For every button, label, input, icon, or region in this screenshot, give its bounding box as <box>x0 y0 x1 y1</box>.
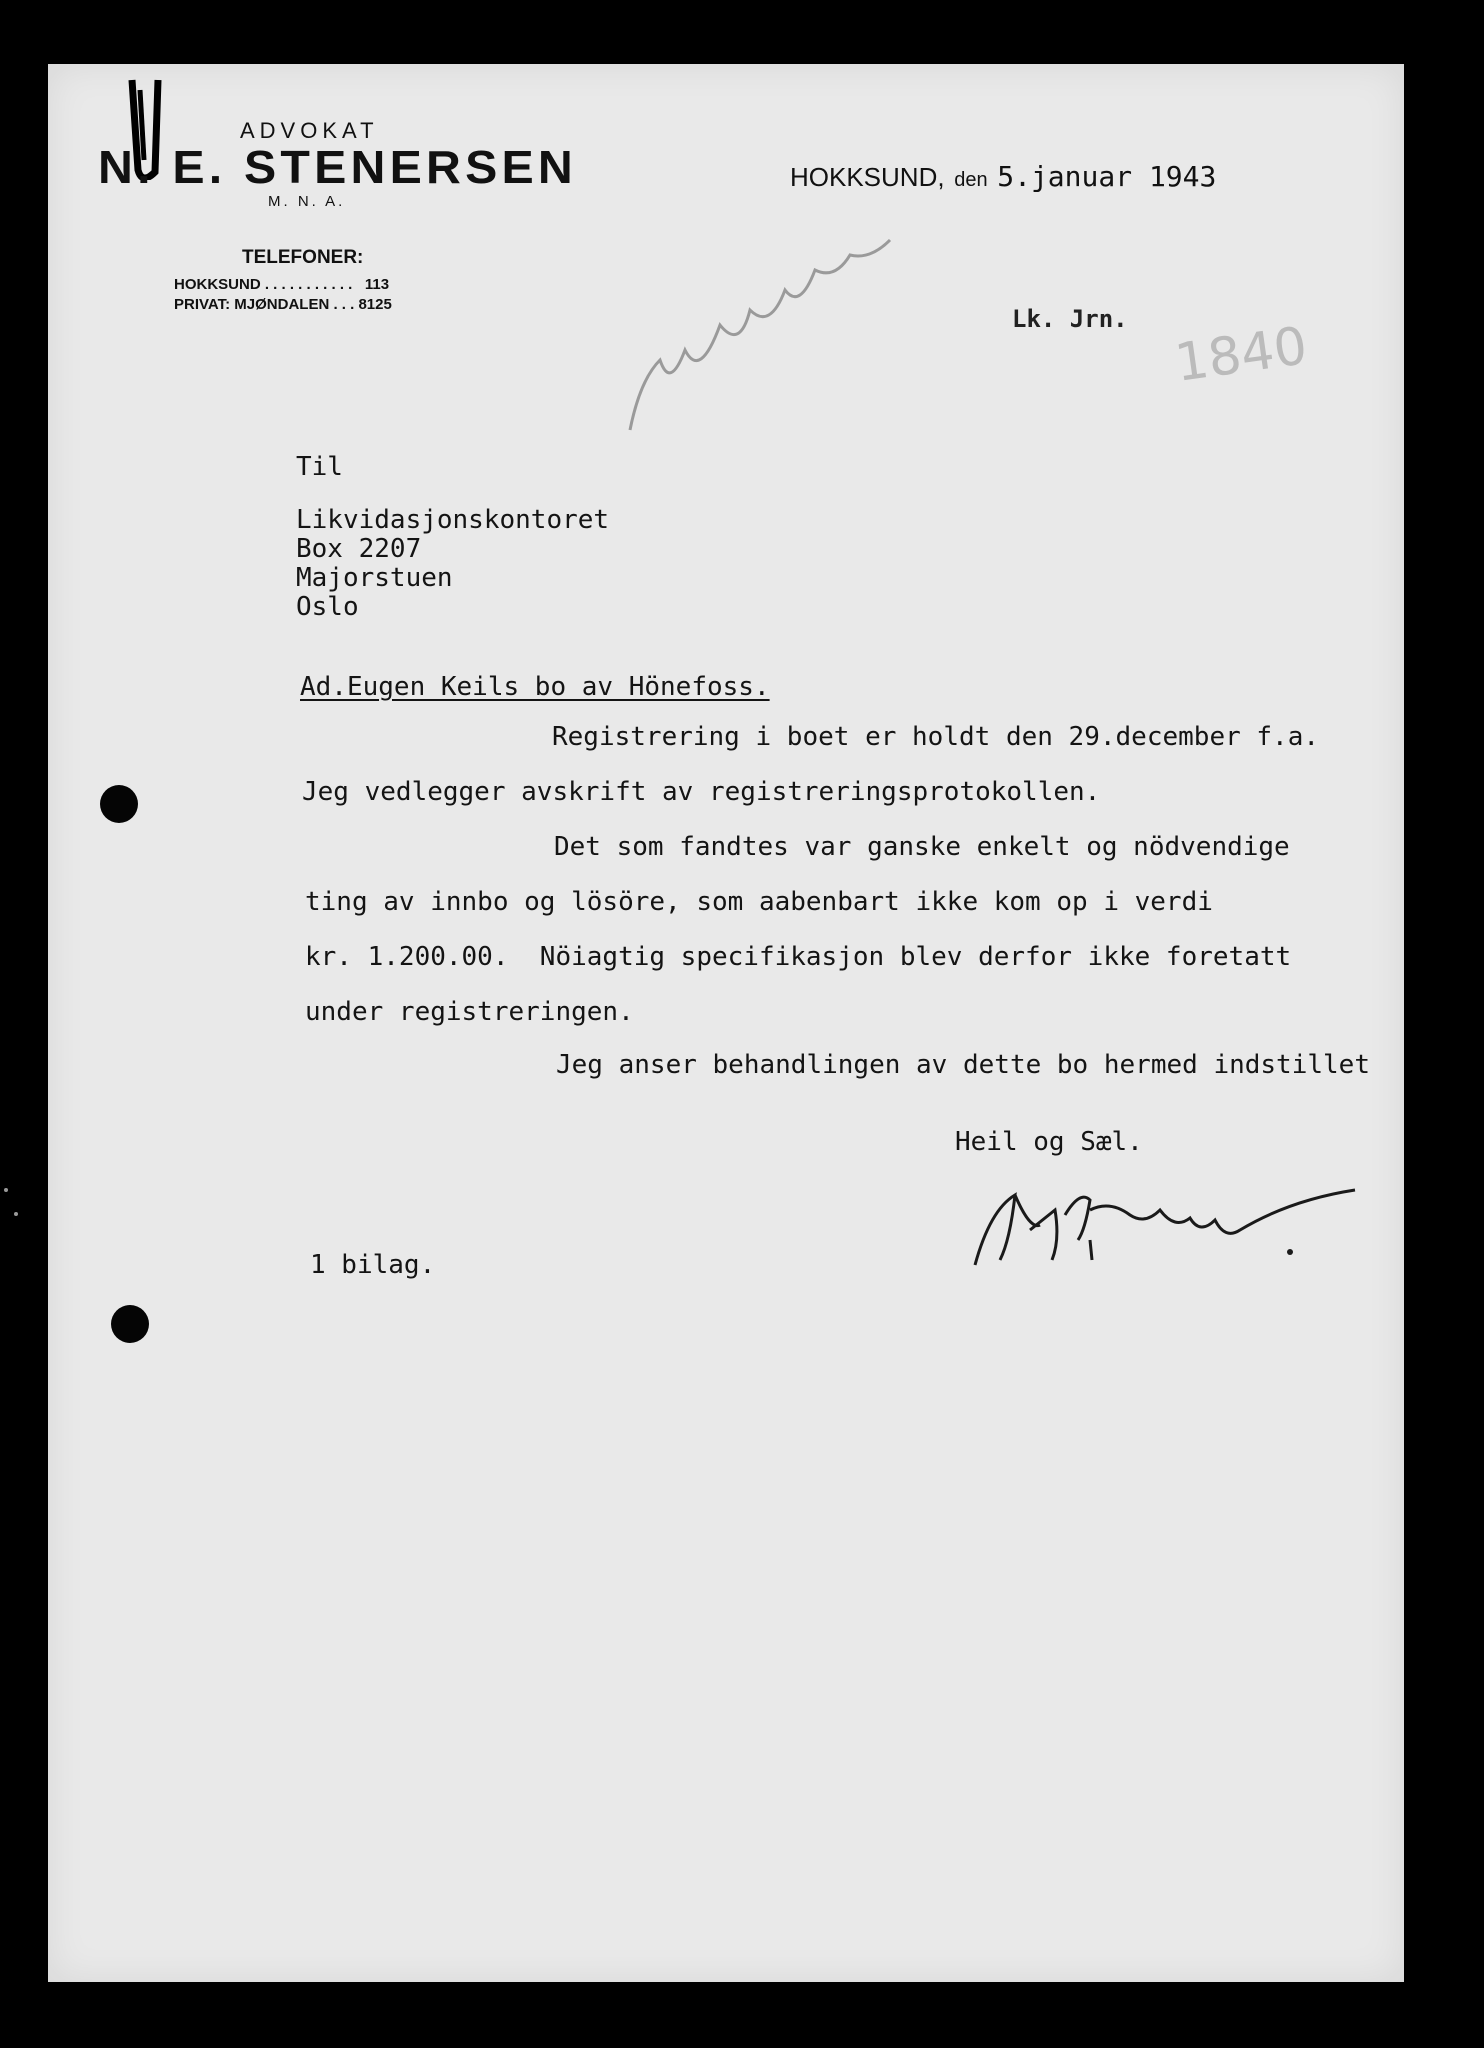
punch-hole-top <box>100 785 138 823</box>
paragraph-line: ting av innbo og lösöre, som aabenbart ikke kom op i verdi <box>305 887 1213 917</box>
dateline <box>790 160 1216 193</box>
dateline-date: 5.januar 1943 <box>997 160 1217 193</box>
letterhead-phone-office: HOKKSUND . . . . . . . . . . . 113 <box>174 276 390 293</box>
punch-hole-bottom <box>111 1305 149 1343</box>
paper-speck <box>14 1212 18 1216</box>
paper-speck <box>4 1188 8 1192</box>
dateline-place: HOKKSUND, <box>790 162 945 192</box>
paragraph-line: Jeg vedlegger avskrift av registreringsprotokollen. <box>302 777 1101 807</box>
journal-reference: Lk. Jrn. <box>1012 305 1128 333</box>
recipient-line: Box 2207 <box>296 534 422 564</box>
handwritten-signature <box>960 1170 1370 1280</box>
pencil-note-scribble <box>600 150 920 450</box>
paragraph-line: under registreringen. <box>305 997 634 1027</box>
salutation-til: Til <box>296 452 343 482</box>
paragraph-line: Jeg anser behandlingen av dette bo hermed indstillet <box>556 1050 1370 1080</box>
recipient-line: Likvidasjonskontoret <box>296 505 610 535</box>
letterhead-mna: M. N. A. <box>268 193 346 210</box>
letterhead-name: N. E. STENERSEN <box>98 141 578 193</box>
subject-line: Ad.Eugen Keils bo av Hönefoss. <box>300 672 770 702</box>
paragraph-line: kr. 1.200.00. Nöiagtig specifikasjon blev derfor ikke foretatt <box>305 942 1292 972</box>
dateline-den: den <box>954 169 988 191</box>
pencil-number: 1840 <box>1171 316 1311 394</box>
letterhead-title: ADVOKAT <box>240 118 379 143</box>
recipient-line: Majorstuen <box>296 563 453 593</box>
paragraph-line: Registrering i boet er holdt den 29.december f.a. <box>552 722 1320 752</box>
closing: Heil og Sæl. <box>955 1127 1143 1157</box>
enclosure: 1 bilag. <box>310 1250 436 1280</box>
paragraph-line: Det som fandtes var ganske enkelt og nödvendige <box>554 832 1290 862</box>
recipient-line: Oslo <box>296 592 359 622</box>
letterhead-phone-private: PRIVAT: MJØNDALEN . . . 8125 <box>174 296 392 313</box>
letterhead-telephones: TELEFONER: <box>242 247 364 268</box>
